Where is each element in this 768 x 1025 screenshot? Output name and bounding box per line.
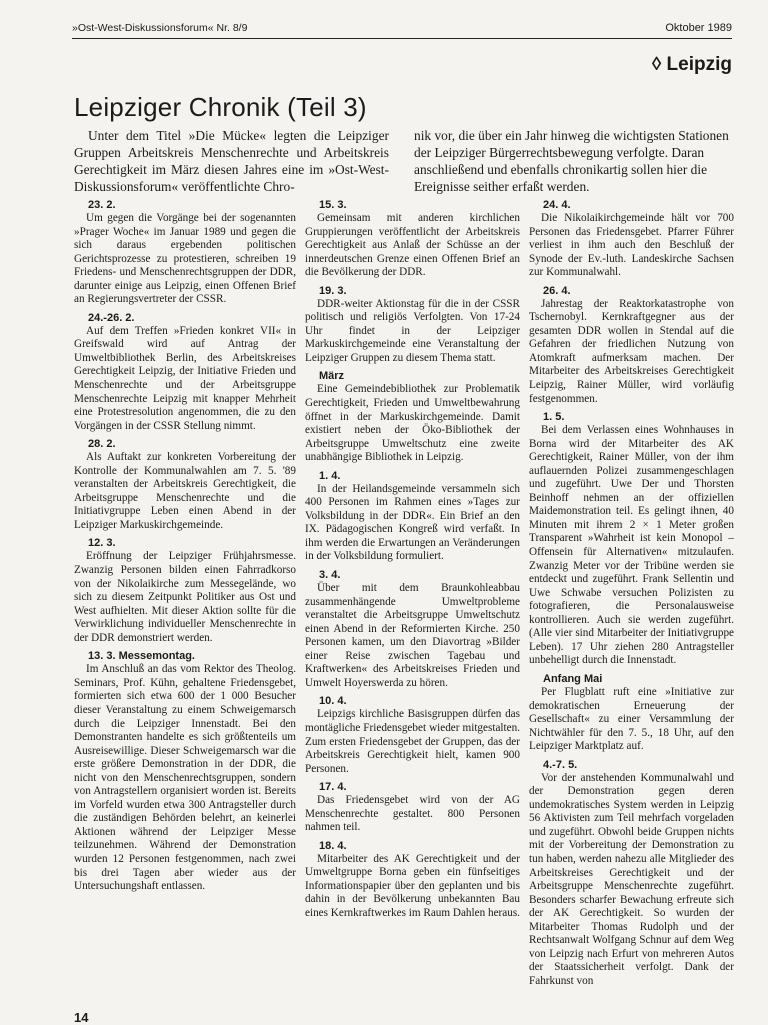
entry-date: Anfang Mai bbox=[543, 672, 603, 685]
chronicle-entry bbox=[305, 694, 520, 776]
intro-col-1: Unter dem Titel »Die Mücke« legten die Leipziger Gruppen Arbeitskreis Menschenrechte und Arbeitskreis Gerechtigkeit im März diesen Jahres eine im »Ost-West-Diskussionsforum« veröffentlichte Chro- bbox=[74, 128, 389, 194]
chronicle-entry bbox=[74, 649, 296, 893]
chronicle-entry bbox=[529, 198, 734, 280]
publication-name: »Ost-West-Diskussionsforum« Nr. 8/9 bbox=[72, 22, 248, 34]
entry-text: Als Auftakt zur konkreten Vorbereitung der Kontrolle der Kommunalwahlen am 7. 5. '89 veranstalten der Arbeitskreis Gerechtigkeit, die Arbeitsgruppe Menschenrechte und die Initiativgruppe Leben einen Abend in der Leipziger Markuskirchgemeinde. bbox=[74, 451, 296, 531]
entry-text: Jahrestag der Reaktorkatastrophe von Tschernobyl. Kernkraftgegner aus der gesamten DDR wollen in Stendal auf die Gefahren der friedlichen Nutzung von Atomkraft aufmerksam machen. Der Mitarbeiter des Arbeitskreises Gerechtigkeit Leipzig, Rainer Müller, wird vorläufig festgenommen. bbox=[529, 297, 734, 405]
entry-text: Über mit dem Braunkohleabbau zusammenhängende Umweltprobleme veranstaltet die Arbeitsgruppe Umweltschutz einen Abend in der Reformierten Kirche. 250 Personen kamen, um den Diavortrag »Bilder einer Reise zwischen Tagebau und Kraftwerken« des Arbeitskreises Frieden und Umwelt Hoyerswerda zu hören. bbox=[305, 582, 520, 689]
running-header bbox=[72, 22, 732, 36]
chronicle-entry bbox=[529, 672, 734, 754]
entry-text: In der Heilandsgemeinde versammeln sich 400 Personen im Rahmen eines »Tages zur Volksbildung in der DDR«. Ein Brief an den IX. Pädagogischen Kongreß wird verfaßt. In ihm werden die Erwartungen an Veränderungen in der Volksbildung formuliert. bbox=[305, 482, 520, 563]
chronicle-entry bbox=[74, 198, 296, 307]
section-label: ◊ Leipzig bbox=[651, 54, 732, 75]
chronicle-entry bbox=[305, 780, 520, 835]
chronicle-entry bbox=[529, 410, 734, 668]
column-3 bbox=[529, 198, 734, 992]
entry-text: Eine Gemeindebibliothek zur Problematik Gerechtigkeit, Frieden und Umweltbewahrung öffnet in der Markuskirchgemeinde. Damit existiert neben der Öko-Bibliothek der Arbeitsgruppe Umweltschutz eine zweite unabhängige Bibliothek in Leipzig. bbox=[305, 383, 520, 464]
chronicle-entry bbox=[305, 284, 520, 366]
chronicle-entry bbox=[529, 284, 734, 406]
chronicle-entry bbox=[74, 536, 296, 645]
chronicle-entry bbox=[529, 758, 734, 989]
entry-text: Auf dem Treffen »Frieden konkret VII« in Greifswald wird auf Antrag der Umweltbibliothek Berlin, des Arbeitskreises Gerechtigkeit Leipzig, der Initiative Frieden und Menschenrechte und der Arbeitsgruppe Menschenrechte Leipzig mit knapper Mehrheit eine Protestresolution angenommen, die zu den Vorgängen in der CSSR Stellung nimmt. bbox=[74, 324, 296, 432]
entry-text: Vor der anstehenden Kommunalwahl und der Demonstration gegen deren undemokratisches System werden in Leipzig 56 Aktivisten zum Teil mehrfach vorgeladen und zugeführt. Obwohl beide Gruppen nichts mit der Vorbereitung der Demonstration zu tun haben, werden nahezu alle Mitglieder des Arbeitskreises Gerechtigkeit und der Arbeitsgruppe Menschenrechte zugeführt. Besonders scharfer Bewachung erfreute sich der AK Gerechtigkeit. So wurden der Mitarbeiter Thomas Rudolph und der Rechtsanwalt Wolfgang Schnur auf dem Weg von Leipzig nach Erfurt von mehreren Autos der Staatssicherheit verfolgt. Dank der Fahrkunst von bbox=[529, 771, 734, 987]
entry-date: 15. 3. bbox=[319, 199, 347, 211]
page-number: 14 bbox=[74, 1010, 89, 1025]
entry-date: 4.-7. 5. bbox=[543, 758, 578, 771]
intro-col-2: nik vor, die über ein Jahr hinweg die wichtigsten Stationen der Leipziger Bürgerrechtsbewegung verfolgte. Daran anschließend und ebenfalls chronikartig sollen hier die Ereignisse seither erfaßt werden. bbox=[414, 128, 729, 194]
entry-date: 10. 4. bbox=[319, 695, 347, 708]
entry-date: März bbox=[319, 370, 345, 383]
chronicle-entry bbox=[305, 369, 520, 464]
entry-text: Im Anschluß an das vom Rektor des Theolog. Seminars, Prof. Kühn, gehaltene Friedensgebet, formierten sich etwa 600 der 1 000 Besucher dieser Veranstaltung zu einem Schweigemarsch durch die Leipziger Innenstadt. Bei den Demonstranten handelte es sich größtenteils um Ausreisewillige. Dieser Schweigemarsch war die erste größere Demonstration in der DDR, die nicht von den Menschenrechtsgruppen, sondern von Antragstellern organisiert worden ist. Bereits im Vorfeld wurden etwa 300 Antragsteller durch die zuständigen Behörden belehrt, an keinerlei Aktionen während der Leipziger Messe teilzunehmen. Während der Demonstration wurden 12 Personen festgenommen, nach zwei bis drei Tagen aber wieder aus der Untersuchungshaft entlassen. bbox=[74, 663, 296, 893]
entry-text: Um gegen die Vorgänge bei der sogenannten »Prager Woche« im Januar 1989 und gegen die sich daraus ergebenden politischen Gerichtsprozesse zu protestieren, schreiben 19 Friedens- und Menschenrechtsgruppen der DDR, darunter einige aus Leipzig, einen Offenen Brief an Regierungsvertreter der CSSR. bbox=[74, 212, 296, 306]
entry-date: 13. 3. Messemontag. bbox=[88, 650, 195, 663]
entry-date: 24. 4. bbox=[543, 199, 571, 211]
entry-date: 26. 4. bbox=[543, 284, 571, 297]
chronicle-entry bbox=[305, 839, 520, 921]
entry-date: 28. 2. bbox=[88, 438, 116, 451]
issue-date: Oktober 1989 bbox=[665, 22, 732, 34]
entry-date: 12. 3. bbox=[88, 537, 116, 550]
chronicle-entry bbox=[305, 469, 520, 564]
entry-text: Bei dem Verlassen eines Wohnhauses in Borna wird der Mitarbeiter des AK Gerechtigkeit, Rainer Müller, von der ihm auflauernden Polizei zusammengeschlagen und zugeführt. Uwe Der und Thorsten Beinhoff nehmen an der offiziellen Maidemonstration teil. Es gelingt ihnen, 40 Minuten mit ihrem 2 × 1 Meter großen Transparent »Wahrheit ist kein Monopol – Offensein für Alternativen« mitzulaufen. Zwanzig Meter vor der Tribüne werden sie entdeckt und zugeführt. Frank Sellentin und Uwe Schwabe versuchen Polizisten zu fotografieren, die Personalausweise kontrollieren. Auch sie werden zugeführt. (Alle vier sind Mitarbeiter der Initiativgruppe Leben). 17 Uhr ziehen 280 Antragsteller unbehelligt durch die Innenstadt. bbox=[529, 424, 734, 667]
chronicle-entry bbox=[74, 437, 296, 532]
entry-date: 19. 3. bbox=[319, 284, 347, 297]
column-2 bbox=[305, 198, 520, 925]
entry-text: Eröffnung der Leipziger Frühjahrsmesse. Zwanzig Personen bilden einen Fahrradkorso von der Nikolaikirche zum Messegelände, wo sich zu diesem Zeitpunkt Politiker aus Ost und West aufhielten. Mit dieser Aktion sollte für die Verwirklichung individueller Menschenrechte in der DDR demonstriert werden. bbox=[74, 550, 296, 644]
chronicle-entry bbox=[74, 311, 296, 433]
entry-date: 17. 4. bbox=[319, 781, 347, 794]
entry-date: 1. 4. bbox=[319, 469, 341, 482]
entry-text: DDR-weiter Aktionstag für die in der CSSR politisch und religiös Verfolgten. Von 17-24 Uhr findet in der Leipziger Markuskirchgemeinde eine Veranstaltung der Leipziger Gruppen zu diesem Thema statt. bbox=[305, 297, 520, 364]
entry-date: 1. 5. bbox=[543, 411, 565, 424]
chronicle-entry bbox=[305, 568, 520, 690]
chronicle-entry bbox=[305, 198, 520, 280]
entry-text: Gemeinsam mit anderen kirchlichen Gruppierungen veröffentlicht der Arbeitskreis Gerechtigkeit aus Anlaß der Schüsse an der innerdeutschen Grenze einen Offenen Brief an die Bevölkerung der DDR. bbox=[305, 212, 520, 279]
column-1 bbox=[74, 198, 296, 898]
entry-text: Das Friedensgebet wird von der AG Menschenrechte gestaltet. 800 Personen nahmen teil. bbox=[305, 794, 520, 834]
entry-text: Mitarbeiter des AK Gerechtigkeit und der Umweltgruppe Borna geben ein fünfseitiges Informationspapier über den geplanten und bis dahin in der Bevölkerung unbekannten Bau eines Kernkraftwerkes im Raum Dahlen heraus. bbox=[305, 852, 520, 919]
header-rule bbox=[72, 38, 732, 39]
article-title: Leipziger Chronik (Teil 3) bbox=[74, 92, 367, 122]
entry-date: 23. 2. bbox=[88, 199, 116, 211]
entry-text: Per Flugblatt ruft eine »Initiative zur demokratischen Erneuerung der Gesellschaft« zu einer Versammlung der Nichtwähler für den 7. 5., 18 Uhr, auf den Leipziger Marktplatz auf. bbox=[529, 685, 734, 753]
entry-date: 18. 4. bbox=[319, 839, 347, 852]
entry-date: 3. 4. bbox=[319, 569, 341, 582]
entry-date: 24.-26. 2. bbox=[88, 311, 135, 324]
entry-text: Die Nikolaikirchgemeinde hält vor 700 Personen das Friedensgebet. Pfarrer Führer verliest in ihm auch den Beschluß der Synode der Ev.-luth. Landeskirche Sachsen zur Kommunalwahl. bbox=[529, 212, 734, 279]
entry-text: Leipzigs kirchliche Basisgruppen dürfen das montägliche Friedensgebet wieder mitgestalten. Zum ersten Friedensgebet der Gruppen, das der Arbeitskreis Gerechtigkeit hielt, kamen 900 Personen. bbox=[305, 708, 520, 775]
